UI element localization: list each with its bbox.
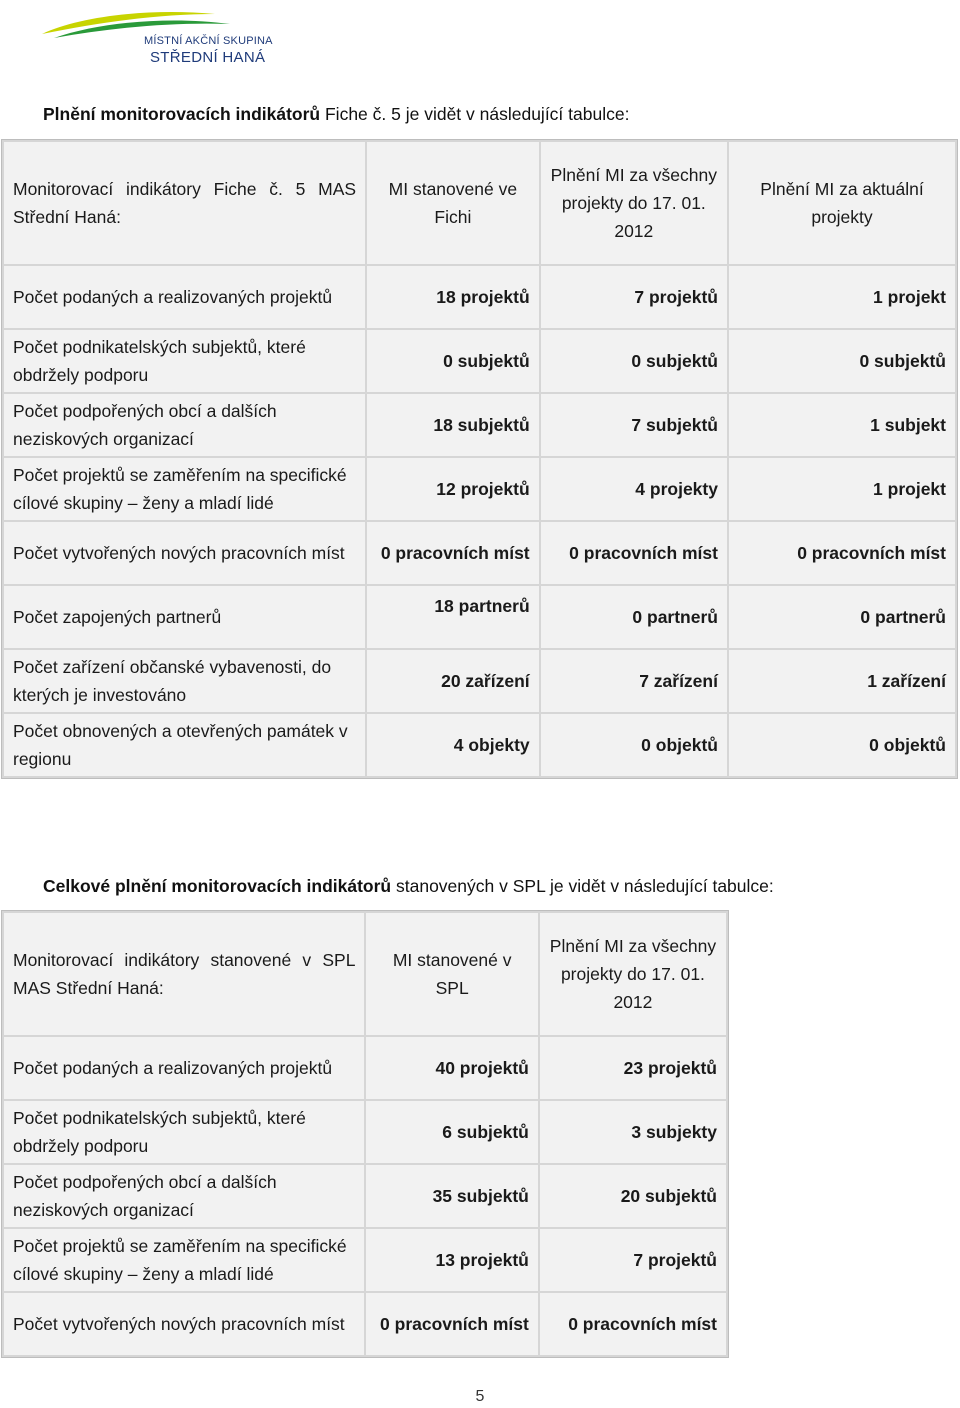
table-header-cell: MI stanovené ve Fichi bbox=[367, 142, 539, 264]
logo-line1: MÍSTNÍ AKČNÍ SKUPINA bbox=[144, 35, 273, 47]
table-cell: Počet zapojených partnerů bbox=[4, 586, 365, 648]
table-header-row bbox=[4, 913, 726, 1035]
table-cell: Počet podaných a realizovaných projektů bbox=[4, 266, 365, 328]
table-cell: 6 subjektů bbox=[366, 1101, 537, 1163]
table-header-cell: Monitorovací indikátory stanovené v SPL MAS Střední Haná: bbox=[4, 913, 364, 1035]
table-header-row bbox=[4, 142, 955, 264]
table-header-cell: Monitorovací indikátory Fiche č. 5 MAS Střední Haná: bbox=[4, 142, 365, 264]
table-cell: 1 projekt bbox=[729, 458, 955, 520]
table-cell: 0 subjektů bbox=[541, 330, 727, 392]
table-cell: 0 pracovních míst bbox=[366, 1293, 537, 1355]
table-cell: Počet vytvořených nových pracovních míst bbox=[4, 1293, 364, 1355]
table-cell: 1 zařízení bbox=[729, 650, 955, 712]
table-cell: 7 projektů bbox=[540, 1229, 726, 1291]
table-cell: 18 projektů bbox=[367, 266, 539, 328]
table-cell: 20 subjektů bbox=[540, 1165, 726, 1227]
table-row bbox=[4, 266, 955, 328]
logo bbox=[40, 8, 280, 70]
table-row bbox=[4, 650, 955, 712]
table-cell: 0 partnerů bbox=[541, 586, 727, 648]
table-cell: Počet podpořených obcí a dalších neziskových organizací bbox=[4, 394, 365, 456]
table-cell: 0 pracovních míst bbox=[367, 522, 539, 584]
table-cell: Počet projektů se zaměřením na specifické cílové skupiny – ženy a mladí lidé bbox=[4, 458, 365, 520]
table-cell: 4 projekty bbox=[541, 458, 727, 520]
table-header-cell: Plnění MI za všechny projekty do 17. 01. 2012 bbox=[540, 913, 726, 1035]
table-cell: 20 zařízení bbox=[367, 650, 539, 712]
table-cell: 0 objektů bbox=[541, 714, 727, 776]
table-row bbox=[4, 1229, 726, 1291]
table-cell: 0 partnerů bbox=[729, 586, 955, 648]
table-cell: Počet vytvořených nových pracovních míst bbox=[4, 522, 365, 584]
logo-line2: STŘEDNÍ HANÁ bbox=[150, 49, 266, 66]
table-row bbox=[4, 522, 955, 584]
intro-text-2 bbox=[43, 876, 774, 897]
spl-indicators-table bbox=[1, 910, 729, 1358]
table-cell: Počet podnikatelských subjektů, které obdržely podporu bbox=[4, 1101, 364, 1163]
table-cell: 23 projektů bbox=[540, 1037, 726, 1099]
table-cell: 7 subjektů bbox=[541, 394, 727, 456]
table-cell: 0 pracovních míst bbox=[541, 522, 727, 584]
table-cell: 18 partnerů bbox=[367, 586, 539, 648]
intro-text-1-bold: Plnění monitorovacích indikátorů bbox=[43, 104, 321, 124]
intro-text-1 bbox=[43, 104, 629, 125]
page-number: 5 bbox=[475, 1388, 485, 1405]
table-row bbox=[4, 330, 955, 392]
table-cell: 0 objektů bbox=[729, 714, 955, 776]
table-cell: Počet projektů se zaměřením na specifické cílové skupiny – ženy a mladí lidé bbox=[4, 1229, 364, 1291]
table-cell: 0 pracovních míst bbox=[540, 1293, 726, 1355]
table-cell: 40 projektů bbox=[366, 1037, 537, 1099]
table-cell: 1 subjekt bbox=[729, 394, 955, 456]
table-cell: 7 zařízení bbox=[541, 650, 727, 712]
table-cell: 18 subjektů bbox=[367, 394, 539, 456]
table-header-cell: MI stanovené v SPL bbox=[366, 913, 537, 1035]
table-row bbox=[4, 1037, 726, 1099]
table-header-cell: Plnění MI za všechny projekty do 17. 01. 2012 bbox=[541, 142, 727, 264]
table-cell: 0 subjektů bbox=[367, 330, 539, 392]
table-cell: 0 pracovních míst bbox=[729, 522, 955, 584]
table-cell: Počet podnikatelských subjektů, které obdržely podporu bbox=[4, 330, 365, 392]
table-row bbox=[4, 458, 955, 520]
table-cell: Počet podaných a realizovaných projektů bbox=[4, 1037, 364, 1099]
table-cell: Počet podpořených obcí a dalších neziskových organizací bbox=[4, 1165, 364, 1227]
table-row bbox=[4, 1101, 726, 1163]
table-cell: 13 projektů bbox=[366, 1229, 537, 1291]
table-cell: 35 subjektů bbox=[366, 1165, 537, 1227]
intro-text-2-rest: stanovených v SPL je vidět v následující tabulce: bbox=[391, 876, 774, 896]
table-cell: Počet obnovených a otevřených památek v regionu bbox=[4, 714, 365, 776]
table-cell: 7 projektů bbox=[541, 266, 727, 328]
table-row bbox=[4, 394, 955, 456]
table-cell: 0 subjektů bbox=[729, 330, 955, 392]
table-row bbox=[4, 714, 955, 776]
table-row bbox=[4, 1165, 726, 1227]
table-row bbox=[4, 586, 955, 648]
table-cell: 1 projekt bbox=[729, 266, 955, 328]
fiche-indicators-table bbox=[1, 139, 958, 779]
table-cell: 3 subjekty bbox=[540, 1101, 726, 1163]
table-row bbox=[4, 1293, 726, 1355]
table-header-cell: Plnění MI za aktuální projekty bbox=[729, 142, 955, 264]
table-cell: 12 projektů bbox=[367, 458, 539, 520]
table-cell: Počet zařízení občanské vybavenosti, do kterých je investováno bbox=[4, 650, 365, 712]
intro-text-1-rest: Fiche č. 5 je vidět v následující tabulce: bbox=[320, 104, 630, 124]
table-cell: 4 objekty bbox=[367, 714, 539, 776]
intro-text-2-bold: Celkové plnění monitorovacích indikátorů bbox=[43, 876, 392, 896]
